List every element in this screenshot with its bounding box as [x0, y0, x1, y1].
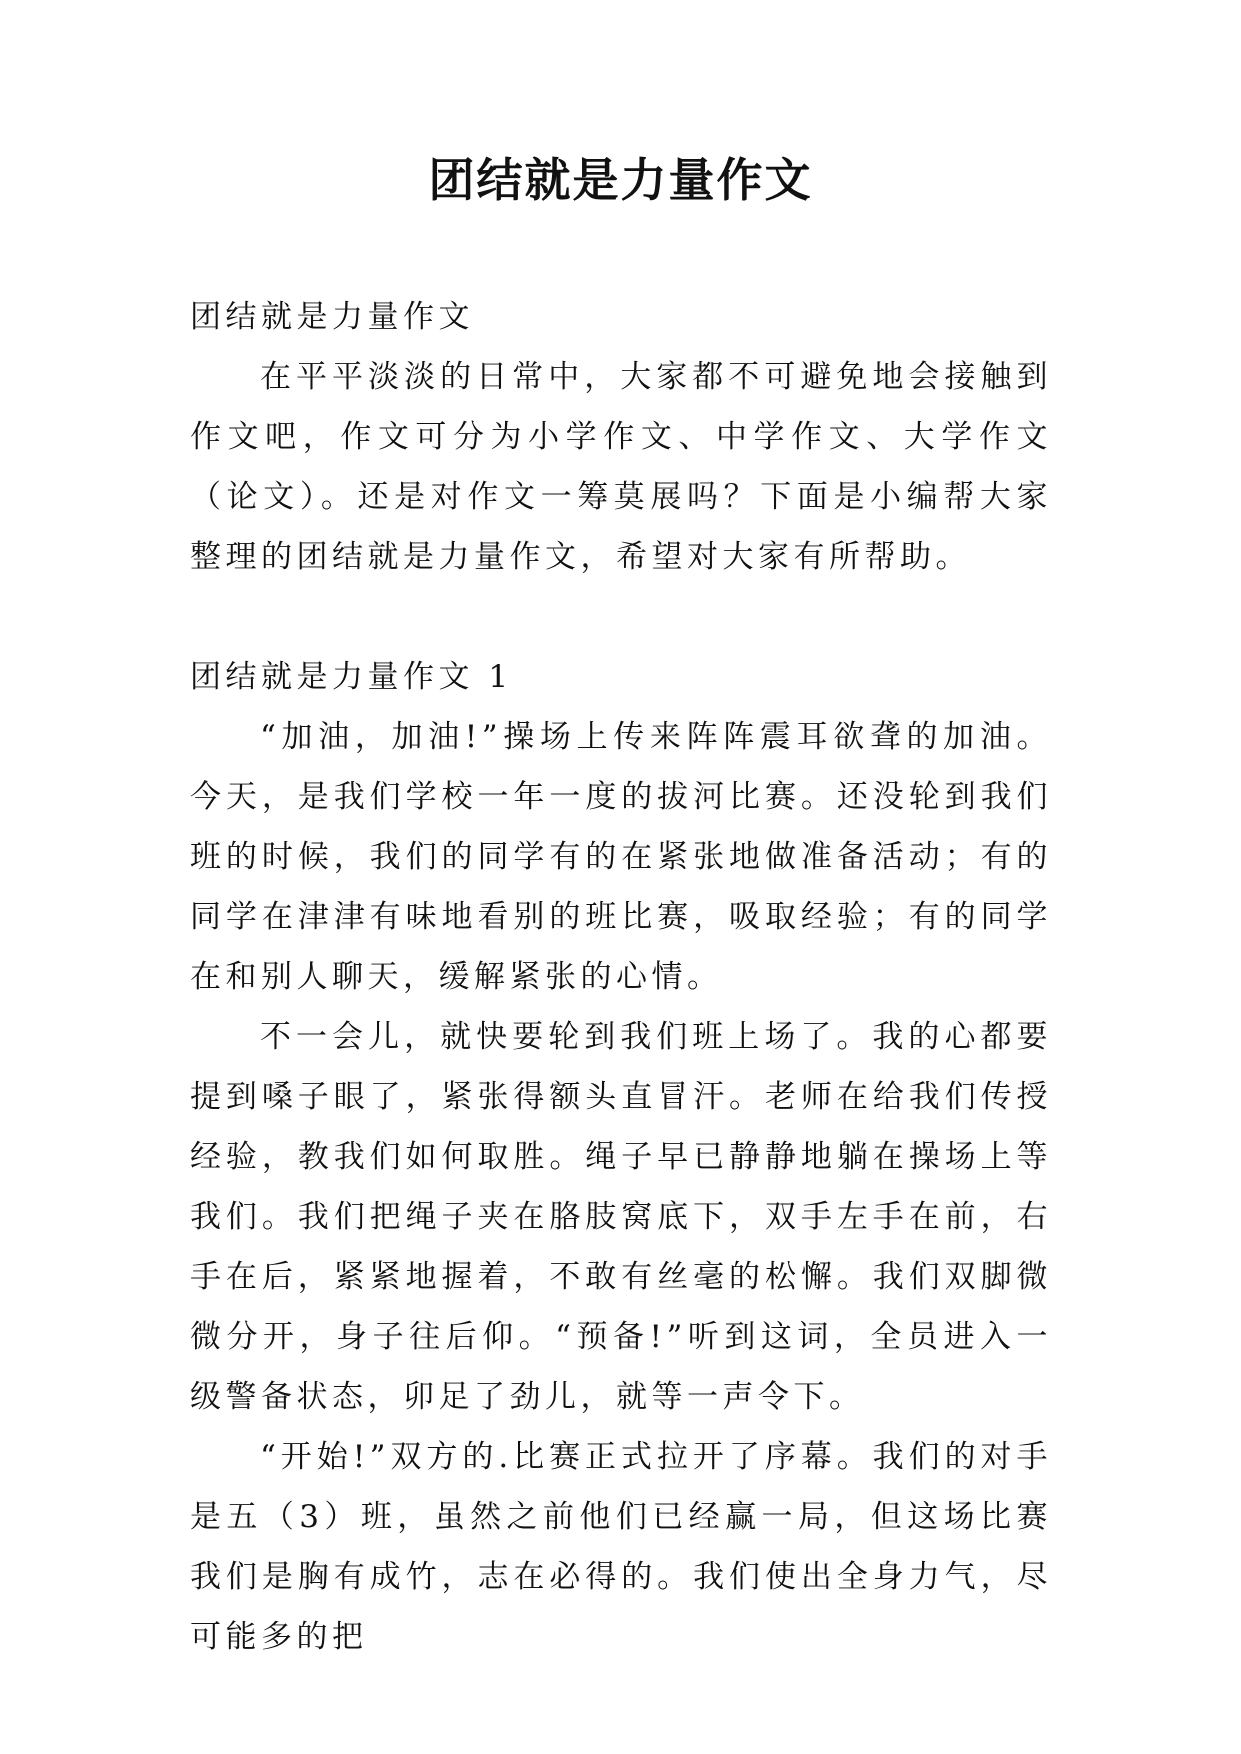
paragraph-spacer — [190, 587, 1052, 647]
body-paragraph: “开始!”双方的.比赛正式拉开了序幕。我们的对手是五（3）班，虽然之前他们已经赢一局，但这场比赛我们是胸有成竹，志在必得的。我们使出全身力气，尽可能多的把 — [190, 1439, 1052, 1655]
document-body — [190, 287, 1052, 1667]
body-paragraph: 不一会儿，就快要轮到我们班上场了。我的心都要提到嗓子眼了，紧张得额头直冒汗。老师在给我们传授经验，教我们如何取胜。绳子早已静静地躺在操场上等我们。我们把绳子夹在胳肢窝底下，双手左手在前，右手在后，紧紧地握着，不敢有丝毫的松懈。我们双脚微微分开，身子往后仰。“预备!”听到这词，全员进入一级警备状态，卯足了劲儿，就等一声令下。 — [190, 1019, 1052, 1415]
section-heading: 团结就是力量作文 1 — [190, 659, 513, 695]
essay-subtitle: 团结就是力量作文 — [190, 299, 474, 335]
intro-paragraph: 在平平淡淡的日常中，大家都不可避免地会接触到作文吧，作文可分为小学作文、中学作文、大学作文（论文）。还是对作文一筹莫展吗？下面是小编帮大家整理的团结就是力量作文，希望对大家有所帮助。 — [190, 359, 1052, 575]
document-title: 团结就是力量作文 — [428, 153, 813, 207]
body-paragraph: “加油，加油!”操场上传来阵阵震耳欲聋的加油。今天，是我们学校一年一度的拔河比赛。还没轮到我们班的时候，我们的同学有的在紧张地做准备活动；有的同学在津津有味地看别的班比赛，吸取经验；有的同学在和别人聊天，缓解紧张的心情。 — [190, 719, 1052, 995]
